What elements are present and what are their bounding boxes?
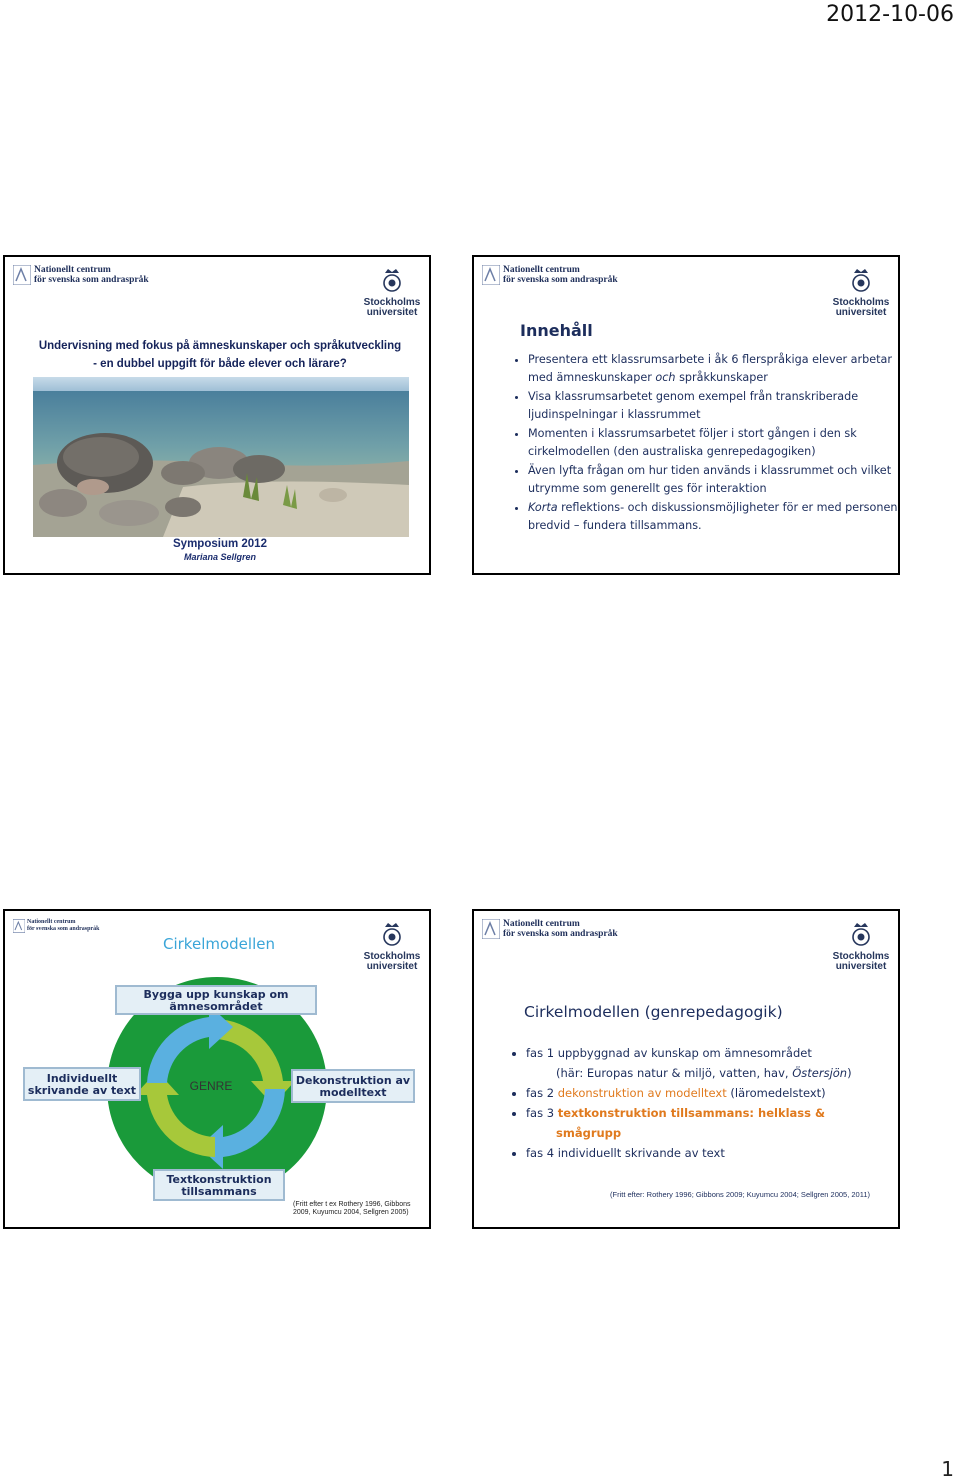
coastal-rocks-photo: [33, 377, 409, 537]
item-text: fas 2: [526, 1086, 558, 1100]
slide-main-title: [15, 337, 425, 373]
su-name-line2: universitet: [835, 307, 887, 318]
item-text: språkkunskaper: [675, 370, 768, 384]
item-text: (läromedelstext): [726, 1086, 826, 1100]
list-item: [528, 462, 900, 497]
nc-name-line2: för svenska som andraspråk: [503, 929, 618, 939]
list-item-phase-1-example: [526, 1063, 900, 1083]
nc-mark-icon: [482, 265, 500, 285]
slide-heading: Innehåll: [520, 321, 593, 340]
item-text: (här: Europas natur & miljö, vatten, hav,: [556, 1066, 793, 1080]
list-item-phase-4: [526, 1143, 900, 1163]
su-name-line2: universitet: [366, 961, 418, 972]
nc-name-line1: Nationellt centrum: [27, 919, 76, 925]
nationellt-centrum-logo: [13, 265, 149, 285]
nc-name-line1: Nationellt centrum: [503, 265, 580, 275]
box-joint-construction: Textkonstruktion tillsammans: [153, 1169, 285, 1201]
list-item-phase-3-cont: [526, 1123, 900, 1143]
slide-title: [3, 255, 431, 575]
genre-center-label: GENRE: [189, 1079, 233, 1093]
su-name-line1: Stockholms: [363, 297, 421, 308]
nc-name-line2: för svenska som andraspråk: [34, 275, 149, 285]
contents-list: [514, 351, 900, 536]
su-name-line2: universitet: [366, 307, 418, 318]
item-text: ): [847, 1066, 852, 1080]
list-item-phase-3: [526, 1103, 900, 1123]
box-build-knowledge: Bygga upp kunskap om ämnesområdet: [115, 985, 317, 1015]
nc-mark-icon: [482, 919, 500, 939]
nc-name-line1: Nationellt centrum: [503, 919, 580, 929]
item-text: fas 4 individuellt skrivande av text: [526, 1146, 725, 1160]
nc-mark-icon: [13, 265, 31, 285]
item-text: Visa klassrumsarbetet genom exempel från transkriberade ljudinspelningar i klassrummet: [528, 390, 859, 421]
su-name-line1: Stockholms: [832, 297, 890, 308]
author-name: Mariana Sellgren: [183, 552, 257, 562]
item-emphasis: och: [655, 370, 676, 384]
crown-crest-icon: [850, 267, 872, 293]
list-item: [528, 499, 900, 534]
symposium-label: Symposium 2012: [173, 538, 267, 550]
list-item: [528, 425, 900, 460]
slide-circle-model-diagram: [3, 909, 431, 1229]
item-highlight: textkonstruktion tillsammans: helklass &: [557, 1106, 826, 1120]
source-note: (Fritt efter t ex Rothery 1996, Gibbons 2009, Kuyumcu 2004, Sellgren 2005): [293, 1201, 411, 1216]
stockholms-universitet-logo: [359, 267, 425, 318]
list-item-phase-1: [526, 1043, 900, 1063]
item-highlight: smågrupp: [556, 1126, 622, 1140]
source-note: (Fritt efter: Rothery 1996; Gibbons 2009; Kuyumcu 2004; Sellgren 2005, 2011): [610, 1190, 871, 1199]
stockholms-universitet-logo: [828, 267, 894, 318]
item-text: Momenten i klassrumsarbetet följer i stort gången i den sk cirkelmodellen (den australiska genrepedagogiken): [528, 427, 857, 458]
item-text: fas 1 uppbyggnad av kunskap om ämnesområdet: [526, 1046, 812, 1060]
page-number: 1: [941, 1457, 954, 1481]
box-individual-writing: Individuellt skrivande av text: [23, 1067, 141, 1101]
nationellt-centrum-logo: [482, 919, 618, 939]
item-emphasis: Korta: [528, 501, 558, 514]
slide-circle-model-phases: [472, 909, 900, 1229]
su-name-line1: Stockholms: [832, 951, 890, 962]
item-highlight: dekonstruktion av modelltext: [557, 1086, 727, 1100]
nc-name-line1: Nationellt centrum: [34, 265, 111, 275]
item-emphasis: Östersjön: [792, 1066, 848, 1080]
box-deconstruction: Dekonstruktion av modelltext: [291, 1069, 415, 1103]
crown-crest-icon: [381, 267, 403, 293]
nationellt-centrum-logo: [482, 265, 618, 285]
nc-name-line2: för svenska som andraspråk: [27, 926, 100, 932]
title-line-1: Undervisning med fokus på ämneskunskaper och språkutveckling: [38, 340, 402, 352]
item-text: reflektions- och diskussionsmöjligheter för er med personen bredvid – fundera tillsammans.: [528, 501, 898, 532]
stockholms-universitet-logo: [828, 921, 894, 972]
slide-contents: [472, 255, 900, 575]
list-item: [528, 388, 900, 423]
su-name-line2: universitet: [835, 961, 887, 972]
slide-heading: Cirkelmodellen: [163, 935, 275, 953]
nc-name-line2: för svenska som andraspråk: [503, 275, 618, 285]
item-text: Även lyfta frågan om hur tiden används i klassrummet och vilket utrymme som generellt ges för interaktion: [528, 464, 892, 495]
list-item-phase-2: [526, 1083, 900, 1103]
crown-crest-icon: [850, 921, 872, 947]
title-line-2: - en dubbel uppgift för både elever och lärare?: [93, 358, 347, 370]
page-date: 2012-10-06: [826, 2, 954, 27]
item-text: fas 3: [526, 1106, 558, 1120]
item-text: Presentera ett klassrumsarbete i åk 6 flerspråkiga elever arbetar med ämneskunskaper: [528, 353, 892, 384]
su-name-line1: Stockholms: [363, 951, 421, 962]
slide-heading: Cirkelmodellen (genrepedagogik): [524, 1003, 783, 1021]
list-item: [528, 351, 900, 386]
phases-list: [512, 1043, 900, 1163]
